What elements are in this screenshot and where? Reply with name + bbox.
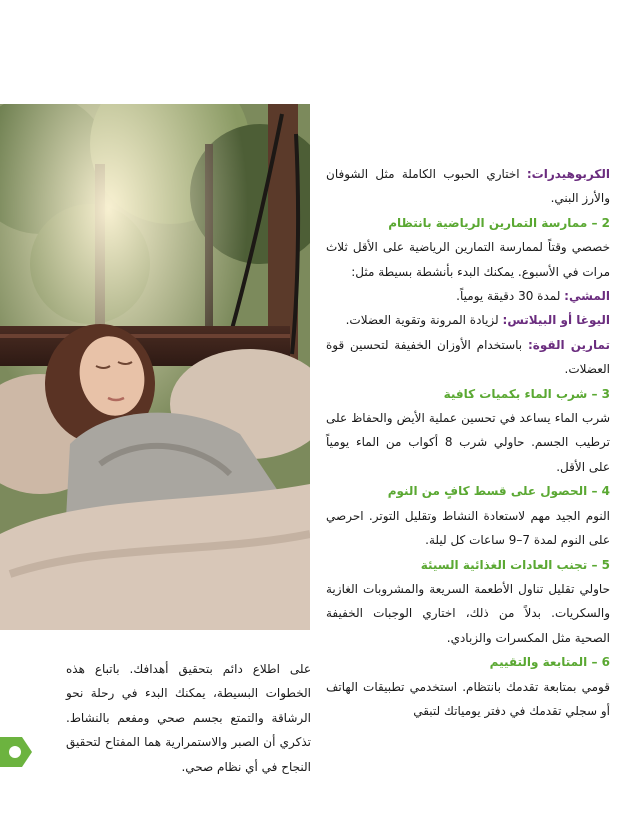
keyword-label: المشي: [564, 289, 610, 304]
page-number-badge-icon [0, 737, 32, 767]
keyword-paragraph [326, 284, 610, 308]
keyword-description: باستخدام الأوزان الخفيفة لتحسين قوة العضلات. [326, 337, 610, 377]
body-paragraph: النوم الجيد مهم لاستعادة النشاط وتقليل التوتر. احرصي على النوم لمدة 7–9 ساعات كل ليلة. [326, 508, 610, 548]
keyword-paragraph [326, 162, 610, 211]
keyword-paragraph [326, 333, 610, 382]
body-paragraph: حاولي تقليل تناول الأطعمة السريعة والمشروبات الغازية والسكريات. بدلاً من ذلك، اختاري الوجبات الخفيفة الصحية مثل المكسرات والزبادي. [326, 581, 610, 645]
keyword-paragraph [326, 308, 610, 332]
keyword-label: اليوغا أو البيلاتس: [502, 313, 610, 328]
keyword-label: الكربوهيدرات: [526, 167, 610, 181]
right-text-column [326, 162, 610, 723]
closing-paragraph: على اطلاع دائم بتحقيق أهدافك. باتباع هذه الخطوات البسيطة، يمكنك البدء في رحلة نحو الرشاقة والتمتع بجسم صحي ومفعم بالنشاط. تذكري أن الصبر والاستمرارية هما المفتاح لتحقيق النجاح في أي نظام صحي. [66, 662, 311, 774]
woman-resting-on-porch-swing-photo [0, 104, 310, 630]
body-paragraph: شرب الماء يساعد في تحسين عملية الأيض والحفاظ على ترطيب الجسم. حاولي شرب 8 أكواب من الماء يومياً على الأقل. [326, 411, 611, 474]
section-heading: 2 – ممارسة التمارين الرياضية بانتظام [388, 215, 610, 230]
keyword-description: لزيادة المرونة وتقوية العضلات. [345, 313, 503, 328]
section-heading: 3 – شرب الماء بكميات كافية [443, 386, 610, 401]
left-text-column [66, 657, 311, 779]
section-heading: 4 – الحصول على قسط كافٍ من النوم [387, 484, 610, 499]
body-paragraph: خصصي وقتاً لممارسة التمارين الرياضية على الأقل ثلاث مرات في الأسبوع. يمكنك البدء بأنشطة بسيطة مثل: [326, 240, 610, 279]
keyword-label: تمارين القوة: [527, 337, 611, 352]
keyword-description: لمدة 30 دقيقة يومياً. [456, 289, 565, 304]
keyword-description: اختاري الحبوب الكاملة مثل الشوفان والأرز البني. [326, 167, 610, 206]
photo-illustration [0, 104, 310, 630]
section-heading: 5 – تجنب العادات الغذائية السيئة [420, 557, 610, 572]
body-paragraph: قومي بمتابعة تقدمك بانتظام. استخدمي تطبيقات الهاتف أو سجلي تقدمك في دفتر يومياتك لتبقي [326, 679, 610, 718]
section-heading: 6 – المتابعة والتقييم [489, 655, 610, 670]
